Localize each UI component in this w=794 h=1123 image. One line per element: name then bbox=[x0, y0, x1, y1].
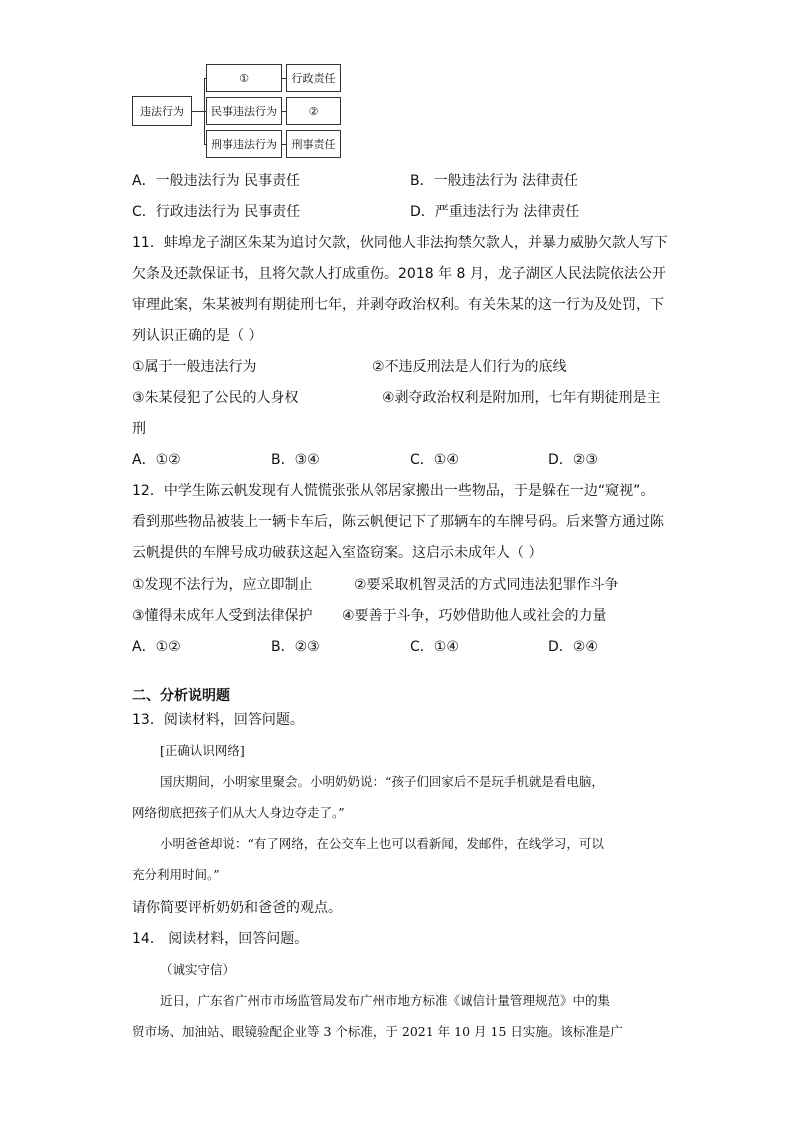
q11-stem-line3: 审理此案，朱某被判有期徒刑七年，并剥夺政治权利。有关朱某的这一行为及处罚，下 bbox=[132, 297, 664, 313]
diagram-row1-right: 行政责任 bbox=[286, 64, 341, 92]
q10-option-c: C．行政违法行为 民事责任 bbox=[132, 204, 301, 220]
q13-title: 13．阅读材料，回答问题。 bbox=[132, 712, 304, 728]
q12-statement-4: ④要善于斗争，巧妙借助他人或社会的力量 bbox=[342, 608, 607, 624]
q11-statement-2: ②不违反刑法是人们行为的底线 bbox=[372, 359, 567, 375]
q10-option-d: D．严重违法行为 法律责任 bbox=[410, 204, 580, 220]
q10-option-a: A．一般违法行为 民事责任 bbox=[132, 173, 301, 189]
q11-stem-line4: 列认识正确的是（ ） bbox=[132, 328, 263, 344]
q13-para2-line1: 小明爸爸却说：“有了网络，在公交车上也可以看新闻，发邮件，在线学习，可以 bbox=[160, 836, 604, 851]
q12-statement-1: ①发现不法行为，应立即制止 bbox=[132, 577, 313, 593]
q12-option-d: D．②④ bbox=[548, 639, 598, 655]
q12-stem-line3: 云帆提供的车牌号成功破获这起入室盗窃案。这启示未成年人（ ） bbox=[132, 545, 543, 561]
q11-statement-4-cont: 刑 bbox=[132, 421, 146, 437]
q12-statement-3: ③懂得未成年人受到法律保护 bbox=[132, 608, 313, 624]
q12-stem-line2: 看到那些物品被装上一辆卡车后，陈云帆便记下了那辆车的车牌号码。后来警方通过陈 bbox=[132, 514, 664, 530]
q11-option-d: D．②③ bbox=[548, 452, 598, 468]
q12-stem-line1: 12．中学生陈云帆发现有人慌慌张张从邻居家搬出一些物品，于是躲在一边“窥视”。 bbox=[132, 483, 655, 499]
law-diagram bbox=[132, 62, 344, 160]
q13-tag: [正确认识网络] bbox=[160, 743, 245, 758]
q13-para2-line2: 充分利用时间。” bbox=[132, 867, 220, 882]
q14-para1-line2: 贸市场、加油站、眼镜验配企业等 3 个标准，于 2021 年 10 月 15 日实施。该标准是广 bbox=[132, 1024, 623, 1039]
q11-stem-line2: 欠条及还款保证书，且将欠款人打成重伤。2018 年 8 月，龙子湖区人民法院依法公开 bbox=[132, 266, 666, 282]
q11-option-c: C．①④ bbox=[410, 452, 459, 468]
q14-para1-line1: 近日，广东省广州市市场监管局发布广州市地方标准《诚信计量管理规范》中的集 bbox=[160, 993, 611, 1008]
diagram-row3-right: 刑事责任 bbox=[286, 130, 341, 158]
diagram-row3-left: 刑事违法行为 bbox=[206, 130, 282, 158]
q11-option-b: B．③④ bbox=[271, 452, 320, 468]
diagram-row2-right: ② bbox=[286, 97, 341, 125]
diagram-connector bbox=[192, 111, 204, 112]
q12-statement-2: ②要采取机智灵活的方式同违法犯罪作斗争 bbox=[354, 577, 619, 593]
q14-tag: （诚实守信） bbox=[160, 962, 236, 977]
q11-option-a: A．①② bbox=[132, 452, 181, 468]
q12-option-c: C．①④ bbox=[410, 639, 459, 655]
q13-para1-line1: 国庆期间，小明家里聚会。小明奶奶说：“孩子们回家后不是玩手机就是看电脑， bbox=[160, 774, 604, 789]
q11-stem-line1: 11．蚌埠龙子湖区朱某为追讨欠款，伙同他人非法拘禁欠款人，并暴力威胁欠款人写下 bbox=[132, 235, 668, 251]
q11-statement-1: ①属于一般违法行为 bbox=[132, 359, 257, 375]
diagram-row1-left: ① bbox=[206, 64, 282, 92]
diagram-root-box: 违法行为 bbox=[132, 96, 192, 126]
q13-question: 请你简要评析奶奶和爸爸的观点。 bbox=[132, 900, 342, 916]
q14-title: 14． 阅读材料，回答问题。 bbox=[132, 931, 309, 947]
q10-option-b: B．一般违法行为 法律责任 bbox=[410, 173, 579, 189]
q11-statement-3: ③朱某侵犯了公民的人身权 bbox=[132, 390, 299, 406]
diagram-row2-left: 民事违法行为 bbox=[206, 97, 282, 125]
q12-option-a: A．①② bbox=[132, 639, 181, 655]
q12-option-b: B．②③ bbox=[271, 639, 320, 655]
q13-para1-line2: 网络彻底把孩子们从大人身边夺走了。” bbox=[132, 805, 345, 820]
q11-statement-4: ④剥夺政治权利是附加刑，七年有期徒刑是主 bbox=[382, 390, 661, 406]
section-title: 二、分析说明题 bbox=[132, 688, 230, 704]
